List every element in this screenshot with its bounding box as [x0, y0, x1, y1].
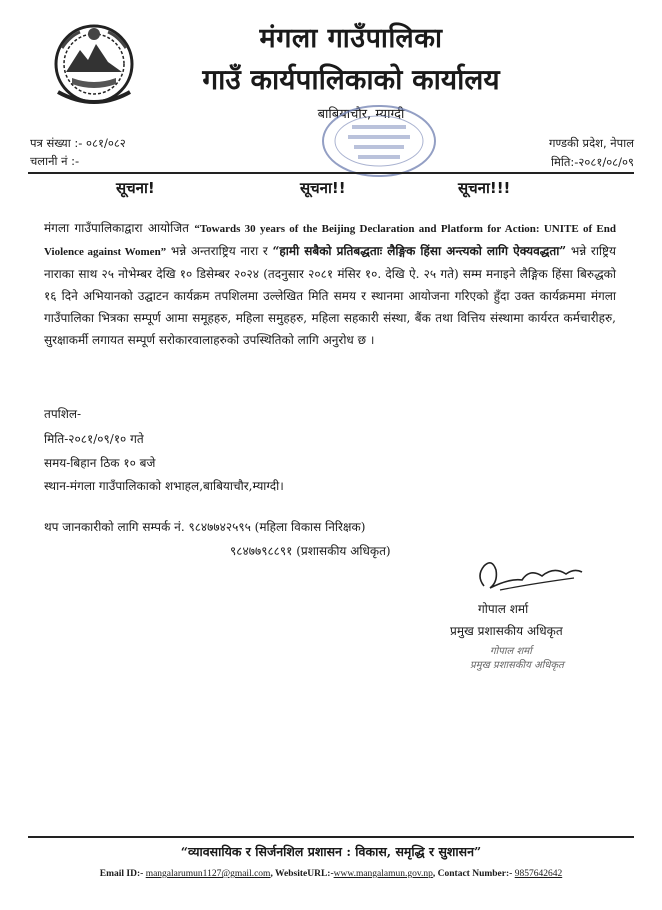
notice-heading-1: सूचना!: [116, 179, 155, 197]
phone-number[interactable]: 9857642642: [514, 869, 563, 879]
event-date: मिति-२०८१/०९/१० गते: [44, 432, 144, 446]
title-stamp: प्रमुख प्रशासकीय अधिकृत: [470, 660, 564, 671]
contact-line-1: थप जानकारीको लागि सम्पर्क नं. ९८४७७४२५९५ (महिला विकास निरिक्षक): [44, 520, 366, 534]
letter-number: पत्र संख्या :- ०८१/०८२: [30, 136, 126, 150]
footer-motto: “व्यावसायिक र सिर्जनशिल प्रशासन : विकास, समृद्धि र सुशासन”: [180, 844, 482, 859]
notice-body: [44, 217, 616, 351]
office-address: बाबियाचौर, म्याग्दी: [317, 107, 405, 122]
event-venue: स्थान-मंगला गाउँपालिकाको शभाहल,बाबियाचौर,म्याग्दी।: [44, 479, 284, 493]
notice-heading-2: सूचना!!: [300, 179, 346, 197]
office-title-line1: मंगला गाउँपालिका: [259, 23, 443, 54]
campaign-title-en: “Towards 30 years of the Beijing Declaration and Platform for Action: UNITE of End Violence against Women”: [44, 223, 616, 258]
signer-title: प्रमुख प्रशासकीय अधिकृत: [450, 624, 563, 638]
office-round-stamp-icon: [318, 103, 440, 179]
body-details: भन्ने राष्ट्रिय नाराका साथ २५ नोभेम्बर देखि १० डिसेम्बर २०२४ (तदनुसार २०८१ मंसिर १०. देखि ऐ. २५ गते) सम्म मनाइने लैङ्गिक हिंसा बिरुद्धको १६ दिने अभियानको उद्घाटन कार्यक्रम तपशिलमा उल्लेखित मिति समय र स्थानमा आयोजना गरिएको हुँदा उक्त कार्यक्रममा मंगला गाउँपालिका भित्रका सम्पूर्ण आमा समूहहरु, महिला समुहहरु, महिला सहकारी संस्था, बैंक तथा वित्तिय संस्थामा कार्यरत कर्मचारीहरु, सुरक्षाकर्मी लगायत सम्पूर्ण सरोकारवालाहरुको उपस्थितिको लागि अनुरोध छ ।: [44, 244, 617, 347]
letter-date: मिति:-२०८१/०८/०९: [550, 155, 634, 169]
name-stamp: गोपाल शर्मा: [490, 646, 532, 657]
national-slogan: “हामी सबैको प्रतिबद्धताः लैङ्गिक हिंसा अन्त्यको लागि ऐक्यवद्धता”: [272, 244, 567, 258]
footer-contact-info: [0, 869, 662, 879]
details-heading: तपशिल-: [44, 407, 82, 421]
notice-heading-3: सूचना!!!: [458, 179, 511, 197]
header-divider: [28, 172, 634, 174]
phone-label: , Contact Number:-: [432, 869, 513, 879]
contact-line-2: ९८४७७९८८९१ (प्रशासकीय अधिकृत): [230, 544, 391, 558]
body-intro: मंगला गाउँपालिकाद्वारा आयोजित: [44, 221, 195, 235]
dispatch-number: चलानी नं :-: [30, 154, 80, 168]
website-link[interactable]: www.mangalamun.gov.np: [333, 869, 433, 879]
footer-divider: [28, 836, 634, 838]
signer-name: गोपाल शर्मा: [478, 602, 529, 616]
email-link[interactable]: mangalarumun1127@gmail.com: [145, 869, 271, 879]
office-title-line2: गाउँ कार्यपालिकाको कार्यालय: [202, 63, 500, 96]
body-connector: भन्ने अन्तराष्ट्रिय नारा र: [166, 244, 273, 258]
event-time: समय-बिहान ठिक १० बजे: [44, 456, 156, 470]
province: गण्डकी प्रदेश, नेपाल: [548, 136, 634, 150]
website-label: , WebsiteURL:-: [270, 869, 334, 879]
email-label: Email ID:-: [99, 869, 144, 879]
